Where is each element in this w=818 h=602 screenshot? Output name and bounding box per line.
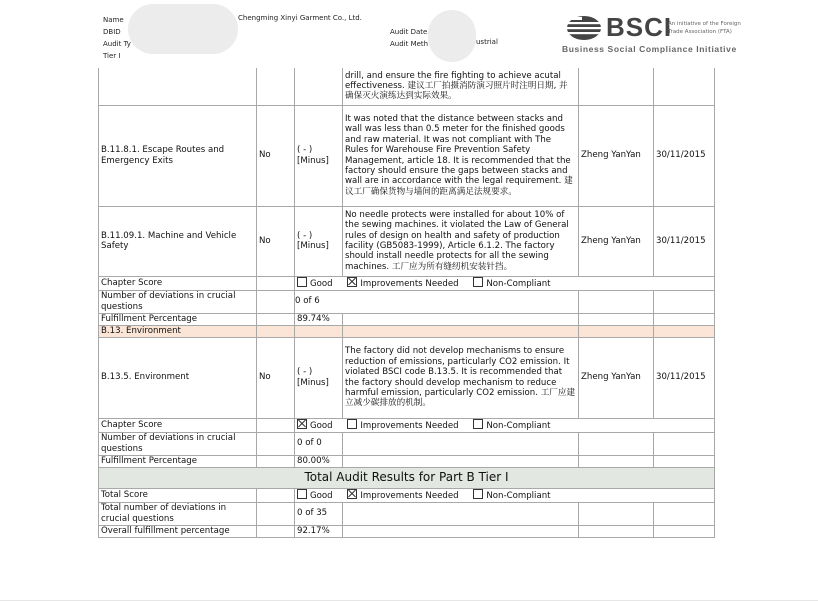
deviations-row	[99, 290, 715, 313]
name-label: Name	[103, 16, 124, 24]
audit-results-table	[98, 68, 715, 538]
audit-method-label: Audit Meth	[390, 40, 429, 48]
chapter-score-options	[295, 418, 715, 432]
option-non-compliant-label: Non-Compliant	[486, 420, 551, 431]
table-row	[99, 206, 715, 276]
total-results-header-row	[99, 467, 715, 488]
requirement-cell: B.13.5. Environment	[99, 337, 257, 418]
overall-fulfillment-label: Overall fulfillment percentage	[99, 525, 257, 537]
option-good-label: Good	[310, 278, 333, 289]
fulfillment-label: Fulfillment Percentage	[99, 313, 257, 325]
checkbox-good[interactable]	[297, 419, 307, 429]
deviations-value: 0 of 6	[295, 290, 579, 313]
total-deviations-label: Total number of deviations in crucial questions	[99, 502, 257, 525]
total-deviations-row	[99, 502, 715, 525]
finding-text: drill, and ensure the fire fighting to achieve acutal effectiveness. 建议工厂拍摄消防演习照片时注明日期, 并确保灭火演练达到实际效果。	[343, 68, 579, 105]
option-non-compliant-label: Non-Compliant	[486, 490, 551, 501]
logo-tagline-line1: An initiative of the Foreign	[668, 21, 741, 27]
logo-subtitle: Business Social Compliance Initiative	[562, 44, 737, 54]
section-title: B.13. Environment	[99, 325, 257, 337]
page-edge-divider	[0, 600, 818, 601]
fulfillment-label: Fulfillment Percentage	[99, 455, 257, 467]
finding-text: The factory did not develop mechanisms to ensure reduction of emissions, particularly CO2 emission. It violated BSCI code B.13.5. It is recommended that the factory should develop mechanism to reduce harmful emission, particularly CO2 emission. 工厂应建立减少碳排放的机制。	[343, 337, 579, 418]
deviations-label: Number of deviations in crucial questions	[99, 432, 257, 455]
logo-tagline	[668, 20, 741, 36]
audit-method-value: ustrial	[476, 38, 498, 46]
fulfillment-value: 89.74%	[295, 313, 343, 325]
total-score-options	[295, 488, 715, 502]
redaction-blur	[428, 10, 476, 62]
deviations-label: Number of deviations in crucial questions	[99, 290, 257, 313]
checkbox-good[interactable]	[297, 489, 307, 499]
auditor-cell: Zheng YanYan	[579, 206, 654, 276]
audit-date-label: Audit Date	[390, 28, 428, 36]
date-cell: 30/11/2015	[654, 337, 715, 418]
bsci-globe-icon	[564, 14, 604, 42]
score-cell: ( - ) [Minus]	[295, 337, 343, 418]
chapter-score-row	[99, 276, 715, 290]
checkbox-improvements-needed[interactable]	[347, 277, 357, 287]
header-labels-right	[390, 26, 428, 50]
total-score-row	[99, 488, 715, 502]
deviations-row	[99, 432, 715, 455]
fulfillment-row	[99, 313, 715, 325]
chapter-score-row	[99, 418, 715, 432]
date-cell: 30/11/2015	[654, 105, 715, 206]
option-non-compliant-label: Non-Compliant	[486, 278, 551, 289]
auditor-cell: Zheng YanYan	[579, 337, 654, 418]
finding-text: No needle protects were installed for about 10% of the sewing machines. it violated the Law of General rules of design on health and safety of production facility (GB5083-1999), Article 6.1.2. The factory should install needle protects for all the sewing machines. 工厂应为所有缝纫机安装针挡。	[343, 206, 579, 276]
bsci-logo	[562, 12, 762, 56]
requirement-cell: B.11.09.1. Machine and Vehicle Safety	[99, 206, 257, 276]
answer-cell: No	[257, 337, 295, 418]
option-good-label: Good	[310, 420, 333, 431]
checkbox-good[interactable]	[297, 277, 307, 287]
chapter-score-label: Chapter Score	[99, 418, 257, 432]
section-header-row	[99, 325, 715, 337]
score-cell: ( - ) [Minus]	[295, 105, 343, 206]
total-deviations-value: 0 of 35	[295, 502, 343, 525]
redaction-blur	[128, 4, 238, 54]
requirement-cell: B.11.8.1. Escape Routes and Emergency Exits	[99, 105, 257, 206]
option-improvements-label: Improvements Needed	[360, 420, 459, 431]
total-results-title: Total Audit Results for Part B Tier I	[99, 467, 715, 488]
table-row	[99, 105, 715, 206]
checkbox-non-compliant[interactable]	[473, 277, 483, 287]
auditor-cell: Zheng YanYan	[579, 105, 654, 206]
table-row	[99, 337, 715, 418]
date-cell: 30/11/2015	[654, 206, 715, 276]
fulfillment-row	[99, 455, 715, 467]
score-cell: ( - ) [Minus]	[295, 206, 343, 276]
header-labels-left	[103, 14, 131, 62]
deviations-value: 0 of 0	[295, 432, 343, 455]
answer-cell: No	[257, 105, 295, 206]
chapter-score-options	[295, 276, 715, 290]
checkbox-non-compliant[interactable]	[473, 419, 483, 429]
company-name: Chengming Xinyi Garment Co., Ltd.	[238, 14, 362, 22]
checkbox-improvements-needed[interactable]	[347, 419, 357, 429]
checkbox-improvements-needed[interactable]	[347, 489, 357, 499]
fulfillment-value: 80.00%	[295, 455, 343, 467]
chapter-score-label: Chapter Score	[99, 276, 257, 290]
table-row	[99, 68, 715, 105]
logo-tagline-line2: Trade Association (FTA)	[668, 29, 732, 35]
option-improvements-label: Improvements Needed	[360, 490, 459, 501]
answer-cell: No	[257, 206, 295, 276]
audit-type-label: Audit Ty	[103, 40, 131, 48]
overall-fulfillment-row	[99, 525, 715, 537]
option-good-label: Good	[310, 490, 333, 501]
finding-text: It was noted that the distance between stacks and wall was less than 0.5 meter for the finished goods and raw material. It was not compliant with The Rules for Warehouse Fire Prevention Safety Management, article 18. It is recommended that the factory should ensure the gaps between stacks and wall are in accordance with the legal requirement. 建议工厂确保货物与墙间的距离满足法规要求。	[343, 105, 579, 206]
tier-label: Tier I	[103, 52, 121, 60]
dbid-label: DBID	[103, 28, 121, 36]
logo-text: BSCI	[606, 12, 673, 42]
total-score-label: Total Score	[99, 488, 257, 502]
option-improvements-label: Improvements Needed	[360, 278, 459, 289]
overall-fulfillment-value: 92.17%	[295, 525, 343, 537]
checkbox-non-compliant[interactable]	[473, 489, 483, 499]
